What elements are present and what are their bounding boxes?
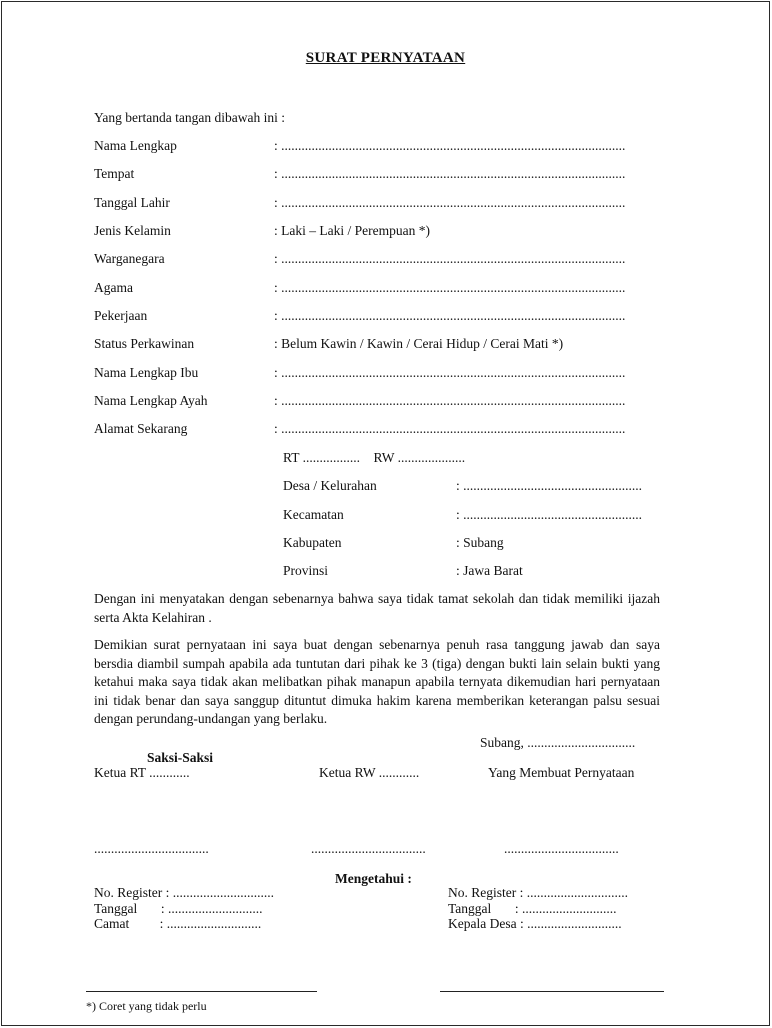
ack-left-camat: Camat : ............................ — [94, 916, 262, 931]
field-label-alamat: Alamat Sekarang — [94, 421, 188, 436]
closing-paragraph: Demikian surat pernyataan ini saya buat dengan sebenarnya penuh rasa tanggung jawab dan saya bersdia diambil sumpah apabila ada tuntutan dari pihak ke 3 (tiga) dengan bukti lain selain bukti yang ketahui maka saya tidak akan melibatkan pihak manapun apabila ternyata dikemudian hari pernyataan ini tidak benar dan saya sanggup dituntut dimuka hakim karena memberikan keterangan palsu sesuai dengan perundang-undangan yang berlaku. — [94, 637, 660, 726]
field-value-agama: : ...................................................................................................... — [274, 280, 626, 295]
address-label-kecamatan: Kecamatan — [283, 507, 344, 522]
field-value-nama-ibu: : ...................................................................................................... — [274, 365, 626, 380]
ack-right-kepala-desa: Kepala Desa : ............................ — [448, 916, 622, 931]
field-value-pekerjaan: : ...................................................................................................... — [274, 308, 626, 323]
field-label-warganegara: Warganegara — [94, 251, 165, 266]
signature-rule-left — [86, 991, 317, 992]
footnote: *) Coret yang tidak perlu — [86, 999, 207, 1013]
signature-line-rt: .................................. — [94, 841, 209, 856]
address-value-desa: : ..................................................... — [456, 478, 643, 493]
address-label-desa: Desa / Kelurahan — [283, 478, 377, 493]
signature-line-rw: .................................. — [311, 841, 426, 856]
field-label-pekerjaan: Pekerjaan — [94, 308, 148, 323]
field-label-nama-ayah: Nama Lengkap Ayah — [94, 393, 208, 408]
witnesses-title: Saksi-Saksi — [147, 750, 214, 765]
acknowledge-title: Mengetahui : — [335, 871, 412, 886]
address-value-kabupaten: : Subang — [456, 535, 504, 550]
field-value-jenis-kelamin: : Laki – Laki / Perempuan *) — [274, 223, 430, 238]
document-title: SURAT PERNYATAAN — [305, 50, 466, 66]
field-value-tanggal-lahir: : ...................................................................................................... — [274, 195, 626, 210]
address-label-provinsi: Provinsi — [283, 563, 329, 578]
maker-label: Yang Membuat Pernyataan — [488, 765, 635, 780]
field-label-tanggal-lahir: Tanggal Lahir — [94, 195, 170, 210]
address-value-kecamatan: : ..................................................... — [456, 507, 643, 522]
address-value-provinsi: : Jawa Barat — [456, 563, 523, 578]
field-label-tempat: Tempat — [94, 166, 135, 181]
signature-rule-right — [440, 991, 664, 992]
address-label-kabupaten: Kabupaten — [283, 535, 342, 550]
place-date: Subang, ................................ — [480, 735, 636, 750]
statement-paragraph: Dengan ini menyatakan dengan sebenarnya bahwa saya tidak tamat sekolah dan tidak memiliki ijazah serta Akta Kelahiran . — [94, 591, 660, 625]
field-label-jenis-kelamin: Jenis Kelamin — [94, 223, 171, 238]
field-label-nama-ibu: Nama Lengkap Ibu — [94, 365, 199, 380]
address-rt-rw: RT ................. RW .................... — [283, 450, 466, 465]
field-label-agama: Agama — [94, 280, 133, 295]
intro-text: Yang bertanda tangan dibawah ini : — [94, 110, 285, 125]
ack-left-register: No. Register : .............................. — [94, 885, 274, 900]
ketua-rt-label: Ketua RT ............ — [94, 765, 190, 780]
signature-line-maker: .................................. — [504, 841, 619, 856]
ack-right-tanggal: Tanggal : ............................ — [448, 901, 617, 916]
ack-right-register: No. Register : .............................. — [448, 885, 628, 900]
field-value-status-perkawinan: : Belum Kawin / Kawin / Cerai Hidup / Cerai Mati *) — [274, 336, 564, 351]
field-value-alamat: : ...................................................................................................... — [274, 421, 626, 436]
document-page — [1, 1, 770, 1026]
field-label-status-perkawinan: Status Perkawinan — [94, 336, 195, 351]
ketua-rw-label: Ketua RW ............ — [319, 765, 420, 780]
field-value-nama-lengkap: : ...................................................................................................... — [274, 138, 626, 153]
field-label-nama-lengkap: Nama Lengkap — [94, 138, 177, 153]
field-value-nama-ayah: : ...................................................................................................... — [274, 393, 626, 408]
ack-left-tanggal: Tanggal : ............................ — [94, 901, 263, 916]
field-value-tempat: : ...................................................................................................... — [274, 166, 626, 181]
field-value-warganegara: : ...................................................................................................... — [274, 251, 626, 266]
